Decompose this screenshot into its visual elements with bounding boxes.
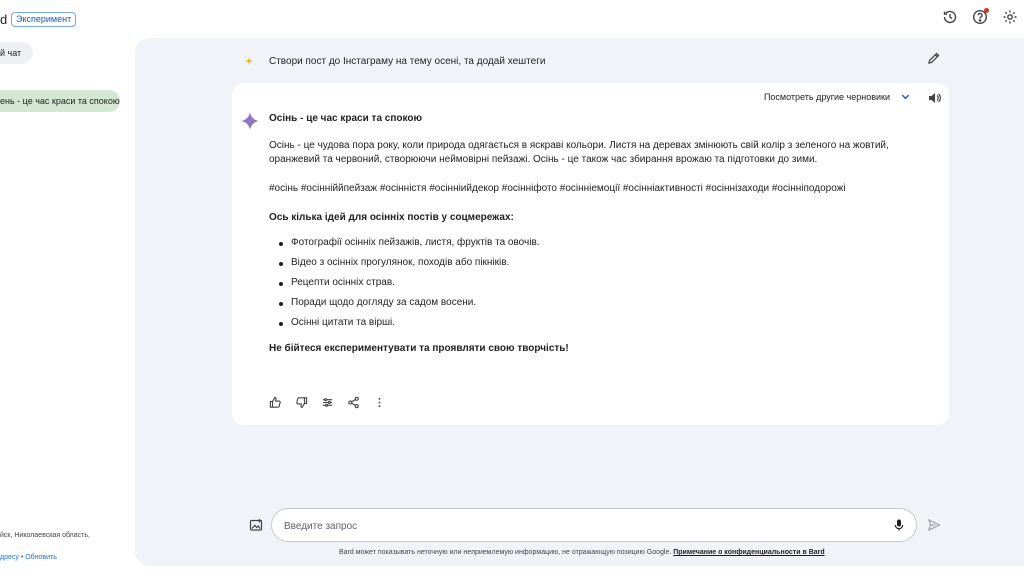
top-icons bbox=[942, 9, 1018, 25]
list-item: Рецепти осінніх страв. bbox=[279, 276, 909, 291]
sidebar-chat-item[interactable]: ень - це час краси та спокою bbox=[0, 90, 120, 112]
sidebar bbox=[0, 38, 135, 576]
chevron-down-icon bbox=[900, 91, 911, 102]
location-text: йск, Николаевская область, bbox=[0, 532, 90, 539]
user-prompt bbox=[243, 51, 545, 71]
brand-name: d bbox=[0, 12, 8, 27]
speaker-icon[interactable] bbox=[927, 91, 941, 105]
response-content bbox=[269, 112, 909, 357]
list-item: Осінні цитати та вірші. bbox=[279, 316, 909, 331]
prompt-text: Створи пост до Інстаграму на тему осені, та додай хештеги bbox=[269, 55, 546, 67]
top-bar bbox=[0, 0, 1024, 38]
list-item: Поради щодо догляду за садом восени. bbox=[279, 296, 909, 311]
disclaimer-text: Bard может показывать неточную или неприемлемую информацию, не отражающую позицию Google. bbox=[339, 549, 672, 556]
response-actions bbox=[268, 395, 386, 409]
location-links[interactable]: дресу • Обновить bbox=[0, 554, 57, 561]
user-avatar-icon bbox=[243, 55, 255, 67]
drafts-label: Посмотреть другие черновики bbox=[763, 91, 890, 102]
prompt-input-box bbox=[271, 508, 917, 542]
prompt-input[interactable] bbox=[284, 517, 874, 535]
notification-dot bbox=[984, 8, 989, 13]
drafts-toggle[interactable] bbox=[764, 91, 911, 102]
thumbs-down-icon[interactable] bbox=[294, 395, 308, 409]
new-chat-button[interactable]: й чат bbox=[0, 42, 33, 64]
bard-sparkle-icon bbox=[240, 111, 260, 131]
modify-response-icon[interactable] bbox=[320, 395, 334, 409]
footer-disclaimer bbox=[339, 549, 825, 556]
response-card bbox=[232, 83, 949, 425]
more-options-icon[interactable] bbox=[372, 395, 386, 409]
send-icon[interactable] bbox=[927, 518, 941, 532]
help-icon[interactable] bbox=[972, 9, 988, 25]
response-paragraph: Осінь - це чудова пора року, коли природа одягається в яскраві кольори. Листя на деревах змінюють свій колір з зеленого на жовтий, оранжевий та червоний, створюючи неймовірні пейзажі. Осінь - це також час збирання врожаю та підготовки до зими. bbox=[269, 139, 889, 165]
history-icon[interactable] bbox=[942, 9, 958, 25]
closing-line: Не бійтеся експериментувати та проявляти свою творчість! bbox=[269, 343, 569, 354]
edit-icon[interactable] bbox=[927, 51, 941, 65]
list-item: Фотографії осінніх пейзажів, листя, фруктів та овочів. bbox=[279, 236, 909, 251]
microphone-icon[interactable] bbox=[892, 518, 906, 532]
share-icon[interactable] bbox=[346, 395, 360, 409]
settings-icon[interactable] bbox=[1002, 9, 1018, 25]
privacy-link[interactable]: Примечание о конфиденциальности в Bard bbox=[673, 549, 825, 556]
ideas-list bbox=[279, 236, 909, 331]
ideas-heading: Ось кілька ідей для осінніх постів у соцмережах: bbox=[269, 212, 514, 223]
image-upload-icon[interactable] bbox=[249, 518, 263, 532]
prompt-input-row bbox=[249, 508, 959, 542]
thumbs-up-icon[interactable] bbox=[268, 395, 282, 409]
hashtags: #осінь #осінніййпейзаж #осінністя #осінніийдекор #осінніфото #осінніемоції #осінніактивності #осіннізаходи #осінніподорожі bbox=[269, 182, 846, 194]
response-title: Осінь - це час краси та спокою bbox=[269, 113, 423, 124]
main-panel bbox=[135, 38, 1024, 566]
list-item: Відео з осінніх прогулянок, походів або пікніків. bbox=[279, 256, 909, 271]
experiment-badge: Эксперимент bbox=[11, 12, 76, 27]
